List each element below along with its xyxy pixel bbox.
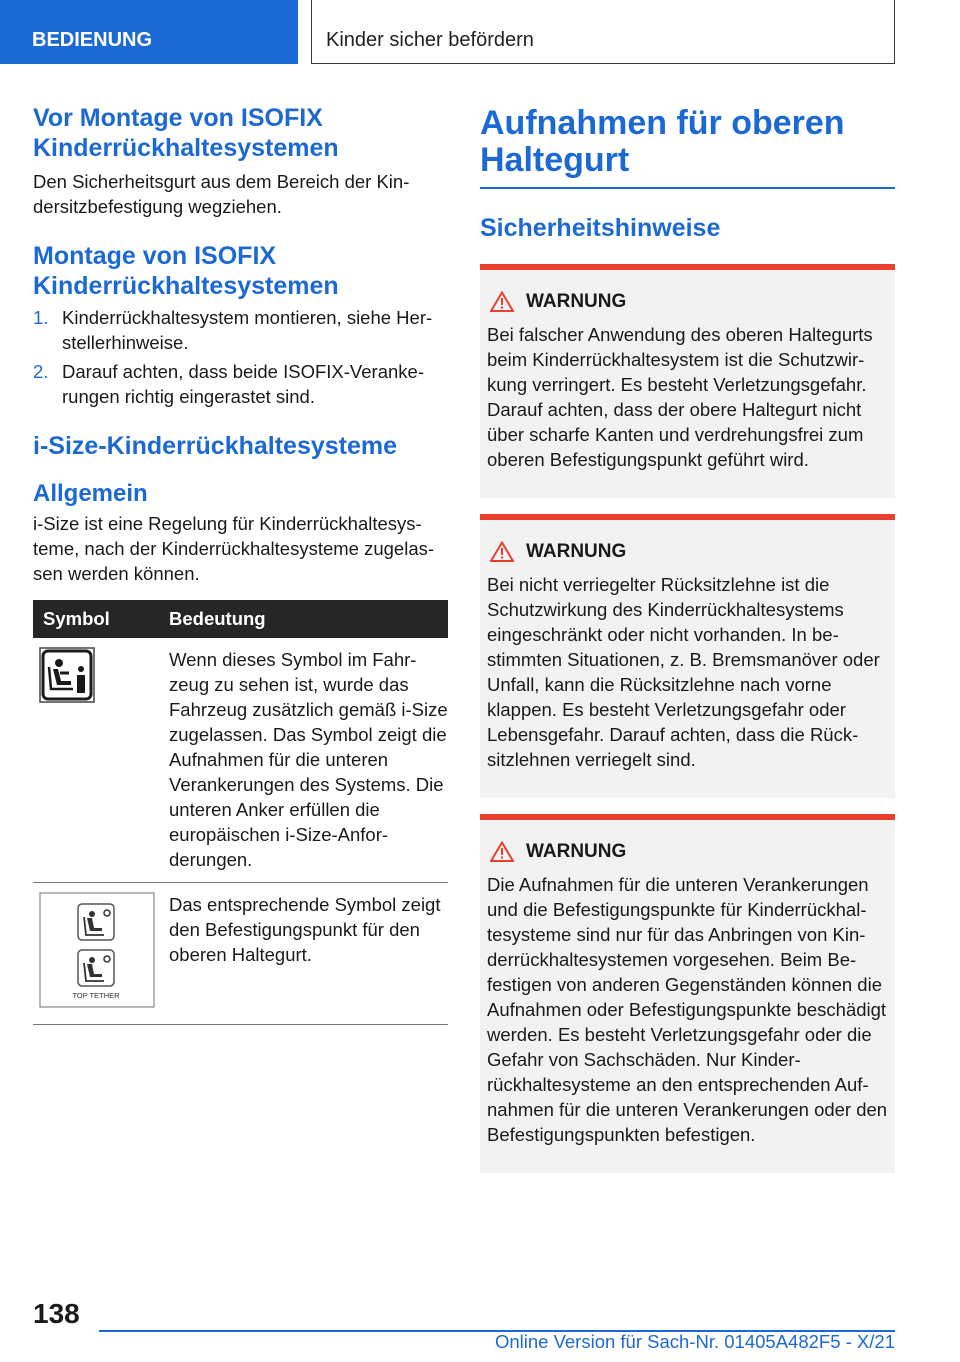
warning-text: Die Aufnahmen für die unteren Verankerungen und die Befestigungspunkte für Kinderrückhaltesysteme sind nur für das Anbringen von Kinderrückhaltesystemen vorgesehen. Beim Befestigen von anderen Gegenständen können die Aufnahmen oder Befestigungspunkte beschädigt werden. Es besteht Verletzungsgefahr oder die Gefahr von Sachschäden. Nur Kinderrückhaltesysteme an den entsprechenden Aufnahmen für die unteren Verankerungen oder den Befestigungspunkten befestigen.: [487, 873, 888, 1145]
warning-box: [480, 264, 895, 498]
step-number: 1.: [33, 307, 49, 328]
header-chapter: Kinder sicher befördern: [311, 0, 895, 64]
isofix-isize-icon: [39, 647, 95, 703]
symbol-cell: [33, 883, 159, 1025]
warning-box: [480, 514, 895, 798]
table-row: [33, 638, 448, 883]
meaning-cell: Wenn dieses Symbol im Fahrzeug zu sehen ist, wurde das Fahrzeug zusätzlich gemäß i-Size zugelassen. Das Symbol zeigt die Aufnahmen für die unteren Verankerungen des Systems. Die unteren Anker erfüllen die europäischen i-Size-Anforderungen.: [159, 638, 448, 883]
isize-subheading: Allgemein: [33, 480, 148, 507]
left-column: [33, 103, 448, 1025]
step-text: Darauf achten, dass beide ISOFIX-Verankerungen richtig eingerastet sind.: [62, 361, 424, 407]
heading-rule: [480, 187, 895, 189]
footer-text: Online Version für Sach-Nr. 01405A482F5 - X/21: [494, 1331, 895, 1352]
table-row: [33, 883, 448, 1025]
warning-label: WARNUNG: [526, 540, 627, 562]
warning-box: [480, 814, 895, 1173]
before-mount-text: Den Sicherheitsgurt aus dem Bereich der Kindersitzbefestigung wegziehen.: [33, 171, 410, 217]
isize-text: i-Size ist eine Regelung für Kinderrückhaltesysteme, nach der Kinderrückhaltesysteme zugelassen werden können.: [33, 513, 435, 584]
list-item: [33, 305, 448, 355]
symbol-table: [33, 600, 448, 1025]
table-header-meaning: Bedeutung: [159, 600, 448, 638]
mount-steps: [33, 305, 448, 409]
page-number: 138: [33, 1298, 80, 1329]
symbol-cell: [33, 638, 159, 883]
warning-triangle-icon: [490, 541, 514, 562]
warning-label: WARNUNG: [526, 840, 627, 862]
right-column: [480, 103, 895, 1173]
table-header-symbol: Symbol: [33, 600, 159, 638]
warning-title: [487, 290, 888, 314]
warning-text: Bei falscher Anwendung des oberen Haltegurts beim Kinderrückhaltesystem ist die Schutzwirkung verringert. Es besteht Verletzungsgefahr. Darauf achten, dass der obere Haltegurt nicht über scharfe Kanten und verdrehungsfrei zum oberen Befestigungspunkt geführt wird.: [487, 323, 873, 470]
warning-label: WARNUNG: [526, 290, 627, 312]
before-mount-heading: Vor Montage von ISOFIX Kinderrückhaltesystemen: [33, 104, 339, 162]
list-item: [33, 359, 448, 409]
safety-heading: Sicherheitshinweise: [480, 213, 721, 242]
step-text: Kinderrückhaltesystem montieren, siehe Herstellerhinweise.: [62, 307, 433, 353]
mount-heading: Montage von ISOFIX Kinderrückhaltesystemen: [33, 242, 339, 300]
warning-title: [487, 840, 888, 864]
warning-triangle-icon: [490, 291, 514, 312]
top-tether-label: TOP TETHER: [72, 991, 120, 1000]
top-tether-heading: Aufnahmen für oberen Haltegurt: [480, 104, 845, 179]
warning-triangle-icon: [490, 841, 514, 862]
step-number: 2.: [33, 361, 49, 382]
isize-heading: i-Size-Kinderrückhaltesysteme: [33, 432, 398, 460]
top-tether-icon: [39, 892, 155, 1008]
meaning-cell: Das entsprechende Symbol zeigt den Befestigungspunkt für den oberen Haltegurt.: [159, 883, 448, 1025]
warning-title: [487, 540, 888, 564]
header-section: BEDIENUNG: [0, 0, 298, 64]
warning-text: Bei nicht verriegelter Rücksitzlehne ist die Schutzwirkung des Kinderrückhaltesystems eingeschränkt oder nicht vorhanden. In bestimmten Situationen, z. B. Bremsmanöver oder Unfall, kann die Rücksitzlehne nach vorne klappen. Es besteht Verletzungsgefahr oder Lebensgefahr. Darauf achten, dass die Rücksitzlehnen verriegelt sind.: [487, 573, 880, 770]
